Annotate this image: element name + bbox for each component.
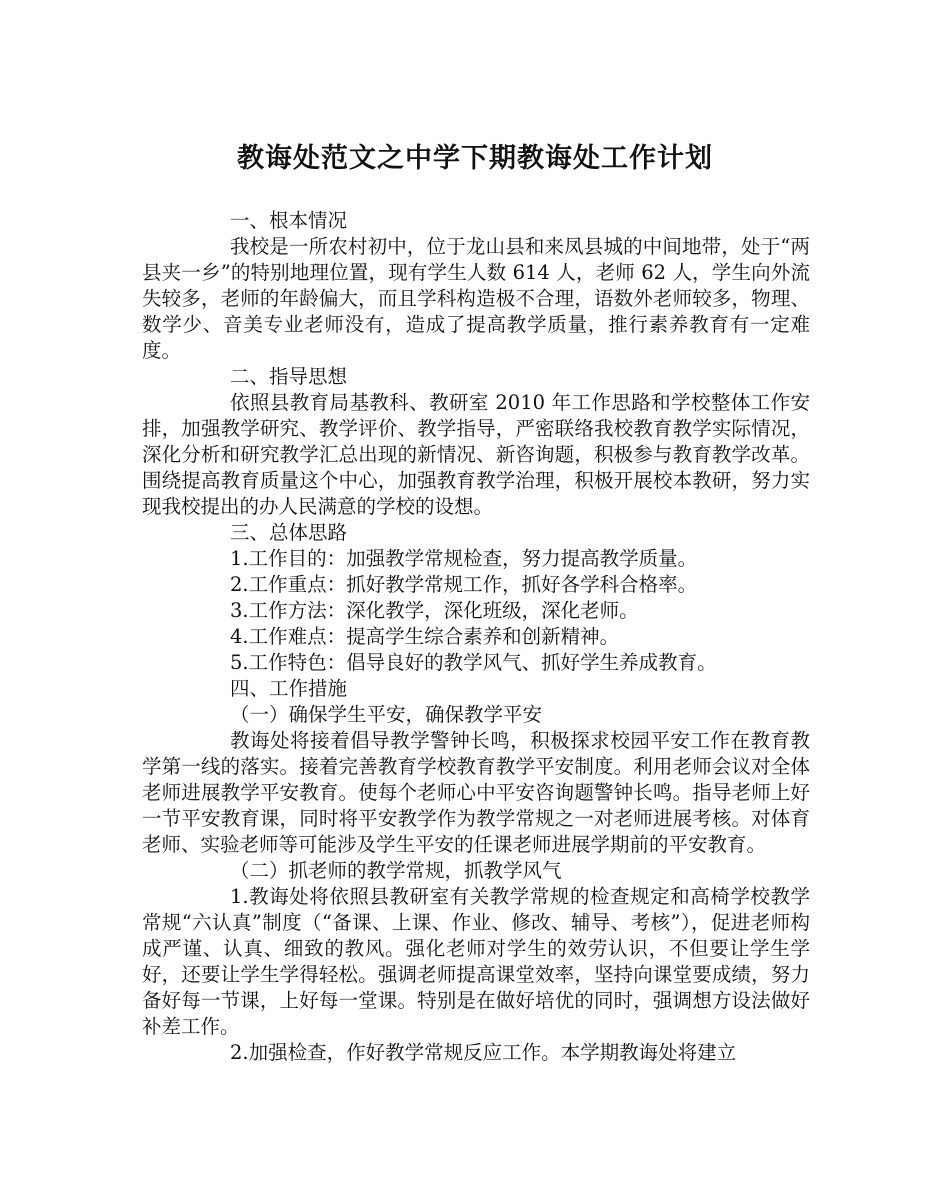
paragraph: 依照县教育局基教科、教研室 2010 年工作思路和学校整体工作安排，加强教学研究、教学评价、教学指导，严密联络我校教育教学实际情况，深化分析和研究教学汇总出现的新情况、新咨询题，积极参与教育教学改革。围绕提高教育质量这个中心，加强教育教学治理，积极开展校本教研，努力实现我校提出的办人民满意的学校的设想。 <box>142 391 810 518</box>
paragraph: 2.加强检查，作好教学常规反应工作。本学期教诲处将建立 <box>230 1041 737 1064</box>
section-heading: 二、指导思想 <box>230 365 348 388</box>
document-title: 教诲处范文之中学下期教诲处工作计划 <box>237 143 713 174</box>
paragraph: 我校是一所农村初中，位于龙山县和来凤县城的中间地带，处于“两县夹一乡”的特别地理位置，现有学生人数 614 人，老师 62 人，学生向外流失较多，老师的年龄偏大，而且学科构造极不合理，语数外老师较多，物理、数学少、音美专业老师没有，造成了提高教学质量，推行素养教育有一定难度。 <box>142 235 810 362</box>
subsection-heading: （二）抓老师的教学常规，抓教学风气 <box>230 859 562 882</box>
paragraph: 教诲处将接着倡导教学警钟长鸣，积极探求校园平安工作在教育教学第一线的落实。接着完善教育学校教育教学平安制度。利用老师会议对全体老师进展教学平安教育。使每个老师心中平安咨询题警钟长鸣。指导老师上好一节平安教育课，同时将平安教学作为教学常规之一对老师进展考核。对体育老师、实验老师等可能涉及学生平安的任课老师进展学期前的平安教育。 <box>142 729 810 856</box>
section-heading: 一、根本情况 <box>230 209 348 232</box>
list-item: 1.工作目的：加强教学常规检查，努力提高教学质量。 <box>230 547 698 570</box>
list-item: 2.工作重点：抓好教学常规工作，抓好各学科合格率。 <box>230 573 698 596</box>
section-heading: 三、总体思路 <box>230 521 348 544</box>
subsection-heading: （一）确保学生平安，确保教学平安 <box>230 703 543 726</box>
list-item: 3.工作方法：深化教学，深化班级，深化老师。 <box>230 599 639 622</box>
section-heading: 四、工作措施 <box>230 677 348 700</box>
list-item: 4.工作难点：提高学生综合素养和创新精神。 <box>230 625 620 648</box>
document-body <box>142 208 810 1066</box>
list-item: 5.工作特色：倡导良好的教学风气、抓好学生养成教育。 <box>230 651 717 674</box>
paragraph: 1.教诲处将依照县教研室有关教学常规的检查规定和高椅学校教学常规“六认真”制度（“备课、上课、作业、修改、辅导、考核”），促进老师构成严谨、认真、细致的教风。强化老师对学生的效劳认识，不但要让学生学好，还要让学生学得轻松。强调老师提高课堂效率，坚持向课堂要成绩，努力备好每一节课，上好每一堂课。特别是在做好培优的同时，强调想方设法做好补差工作。 <box>142 885 810 1038</box>
